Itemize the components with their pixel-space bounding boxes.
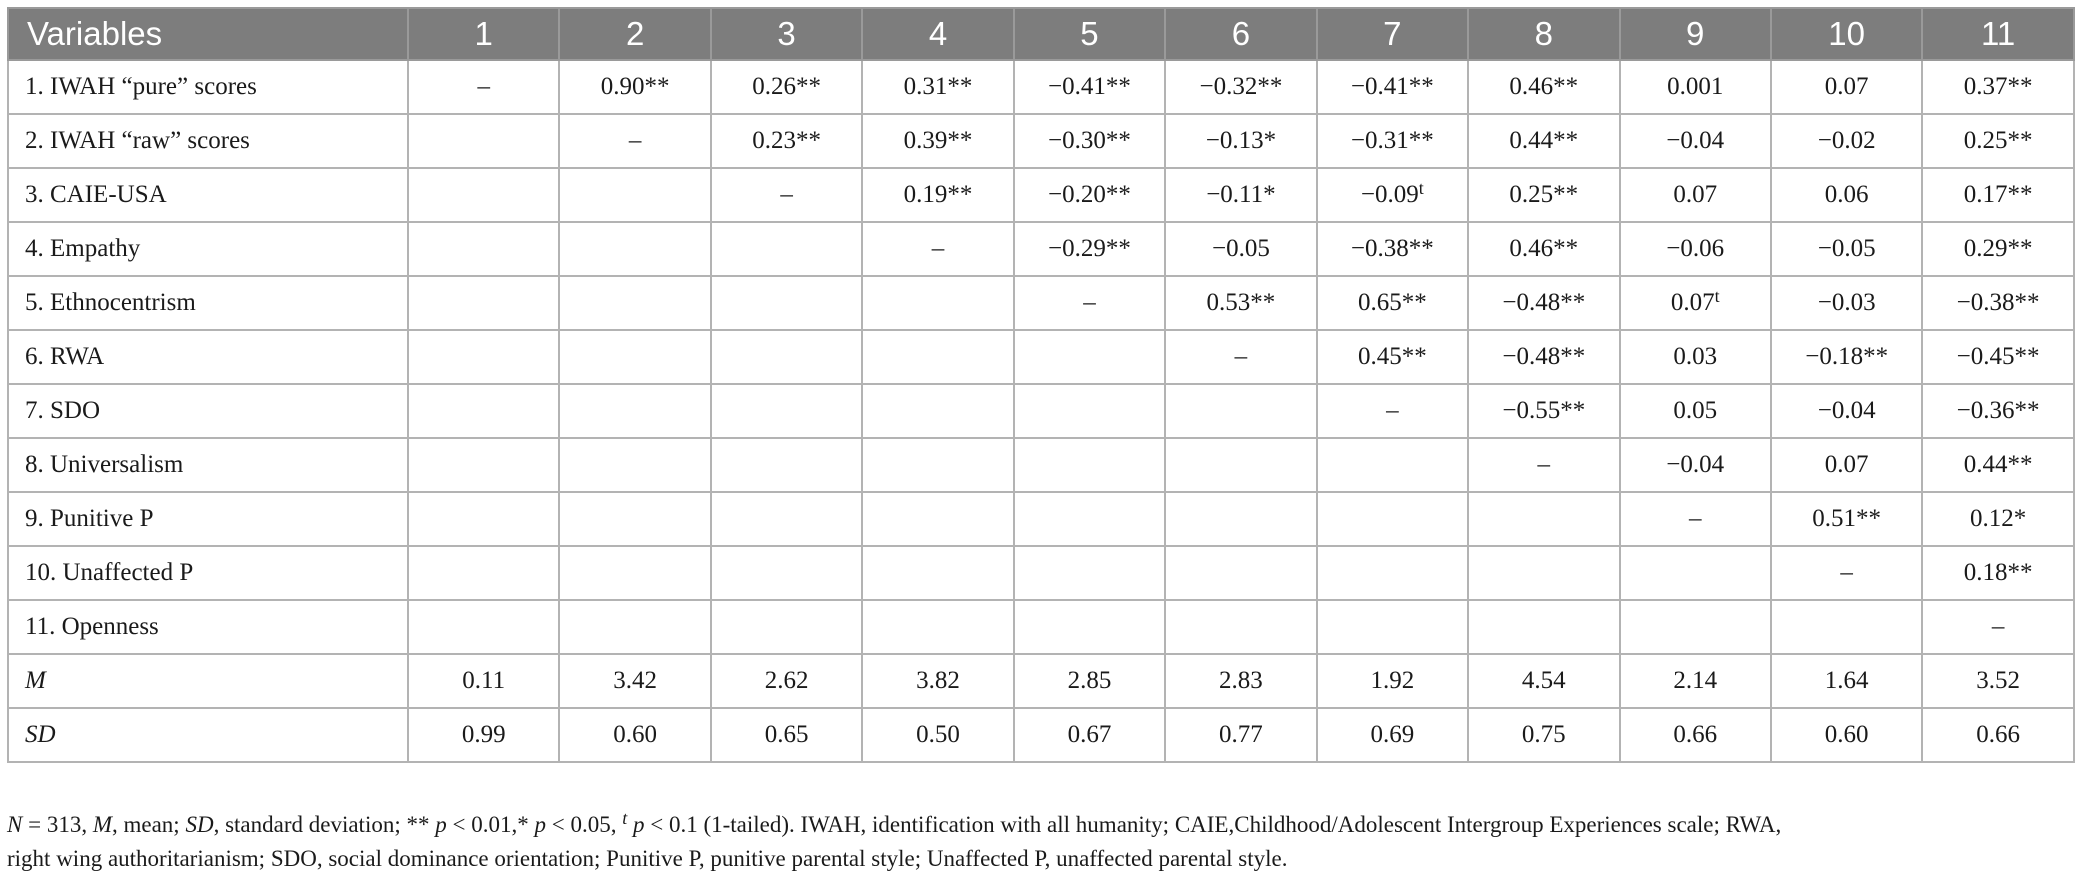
column-header-3: 3 bbox=[711, 8, 862, 60]
table-cell: −0.48** bbox=[1468, 276, 1619, 330]
table-row bbox=[8, 546, 2074, 600]
table-cell bbox=[1014, 492, 1165, 546]
row-label: 10. Unaffected P bbox=[8, 546, 408, 600]
table-cell: 2.83 bbox=[1165, 654, 1316, 708]
row-label: 3. CAIE-USA bbox=[8, 168, 408, 222]
table-cell bbox=[559, 384, 710, 438]
table-cell: 0.31** bbox=[862, 60, 1013, 114]
table-row bbox=[8, 114, 2074, 168]
table-row bbox=[8, 384, 2074, 438]
table-cell bbox=[1468, 492, 1619, 546]
table-cell: – bbox=[1771, 546, 1922, 600]
table-cell: −0.36** bbox=[1922, 384, 2073, 438]
table-cell: −0.04 bbox=[1771, 384, 1922, 438]
table-cell bbox=[408, 168, 559, 222]
table-cell: −0.11* bbox=[1165, 168, 1316, 222]
row-label: 9. Punitive P bbox=[8, 492, 408, 546]
table-cell bbox=[1317, 600, 1468, 654]
table-cell: 0.44** bbox=[1922, 438, 2073, 492]
table-row bbox=[8, 222, 2074, 276]
table-cell: 2.85 bbox=[1014, 654, 1165, 708]
table-cell bbox=[559, 492, 710, 546]
table-cell bbox=[711, 330, 862, 384]
table-cell: 0.46** bbox=[1468, 60, 1619, 114]
row-label: 6. RWA bbox=[8, 330, 408, 384]
column-header-10: 10 bbox=[1771, 8, 1922, 60]
table-cell: 0.67 bbox=[1014, 708, 1165, 762]
column-header-11: 11 bbox=[1922, 8, 2073, 60]
table-cell bbox=[559, 600, 710, 654]
table-cell bbox=[1317, 438, 1468, 492]
table-cell: 0.07 bbox=[1771, 60, 1922, 114]
row-label: M bbox=[8, 654, 408, 708]
table-header-row bbox=[8, 8, 2074, 60]
table-row bbox=[8, 330, 2074, 384]
table-cell: −0.31** bbox=[1317, 114, 1468, 168]
table-cell bbox=[408, 330, 559, 384]
table-cell: 0.29** bbox=[1922, 222, 2073, 276]
table-cell: – bbox=[1165, 330, 1316, 384]
table-cell: −0.41** bbox=[1317, 60, 1468, 114]
table-cell bbox=[1165, 384, 1316, 438]
table-cell: – bbox=[711, 168, 862, 222]
table-cell: 0.65** bbox=[1317, 276, 1468, 330]
table-cell: – bbox=[862, 222, 1013, 276]
table-cell: – bbox=[1014, 276, 1165, 330]
table-cell: −0.20** bbox=[1014, 168, 1165, 222]
table-cell: −0.13* bbox=[1165, 114, 1316, 168]
table-cell: −0.38** bbox=[1922, 276, 2073, 330]
table-cell: 0.99 bbox=[408, 708, 559, 762]
column-header-5: 5 bbox=[1014, 8, 1165, 60]
table-cell: 0.45** bbox=[1317, 330, 1468, 384]
column-header-7: 7 bbox=[1317, 8, 1468, 60]
table-cell: 0.46** bbox=[1468, 222, 1619, 276]
table-cell bbox=[711, 276, 862, 330]
column-header-8: 8 bbox=[1468, 8, 1619, 60]
table-cell: −0.05 bbox=[1165, 222, 1316, 276]
table-cell bbox=[862, 600, 1013, 654]
table-cell: 0.75 bbox=[1468, 708, 1619, 762]
trend-marker: t bbox=[1714, 286, 1720, 306]
column-header-variables: Variables bbox=[8, 8, 408, 60]
table-cell bbox=[711, 546, 862, 600]
table-cell: – bbox=[1922, 600, 2073, 654]
table-cell: 0.07$^t$ bbox=[1620, 276, 1771, 330]
table-cell bbox=[862, 438, 1013, 492]
table-cell bbox=[1165, 438, 1316, 492]
table-cell: −0.04 bbox=[1620, 114, 1771, 168]
table-cell: 0.26** bbox=[711, 60, 862, 114]
correlation-table bbox=[7, 7, 2075, 763]
table-cell: −0.05 bbox=[1771, 222, 1922, 276]
table-cell: 0.19** bbox=[862, 168, 1013, 222]
table-cell bbox=[862, 384, 1013, 438]
table-row bbox=[8, 492, 2074, 546]
table-cell bbox=[711, 492, 862, 546]
row-label: 2. IWAH “raw” scores bbox=[8, 114, 408, 168]
column-header-9: 9 bbox=[1620, 8, 1771, 60]
table-cell bbox=[408, 384, 559, 438]
table-cell bbox=[1771, 600, 1922, 654]
column-header-1: 1 bbox=[408, 8, 559, 60]
table-cell bbox=[559, 330, 710, 384]
table-cell: −0.06 bbox=[1620, 222, 1771, 276]
table-row bbox=[8, 60, 2074, 114]
table-cell bbox=[1014, 600, 1165, 654]
table-cell: 0.44** bbox=[1468, 114, 1619, 168]
table-cell: 0.25** bbox=[1468, 168, 1619, 222]
table-cell: 0.06 bbox=[1771, 168, 1922, 222]
table-cell bbox=[862, 546, 1013, 600]
table-row bbox=[8, 438, 2074, 492]
table-cell: −0.48** bbox=[1468, 330, 1619, 384]
table-cell bbox=[1165, 492, 1316, 546]
table-cell: 0.60 bbox=[1771, 708, 1922, 762]
row-label: SD bbox=[8, 708, 408, 762]
column-header-6: 6 bbox=[1165, 8, 1316, 60]
table-cell: −0.02 bbox=[1771, 114, 1922, 168]
table-cell: −0.45** bbox=[1922, 330, 2073, 384]
table-cell: 0.60 bbox=[559, 708, 710, 762]
table-row-stat bbox=[8, 654, 2074, 708]
table-cell: – bbox=[408, 60, 559, 114]
row-label: 5. Ethnocentrism bbox=[8, 276, 408, 330]
table-cell bbox=[1620, 600, 1771, 654]
footnote-line-1: N = 313, M, mean; SD, standard deviation; ** p < 0.01,* p < 0.05, $^t$ p < 0.1 (1-tailed). IWAH, identification with all humanity; CAIE,Childhood/Adolescent Intergroup Experiences scale; RWA, bbox=[7, 808, 1782, 837]
table-cell: 0.23** bbox=[711, 114, 862, 168]
table-row bbox=[8, 168, 2074, 222]
table-cell: 0.11 bbox=[408, 654, 559, 708]
table-cell: 0.50 bbox=[862, 708, 1013, 762]
table-cell bbox=[711, 222, 862, 276]
table-cell: – bbox=[559, 114, 710, 168]
table-cell bbox=[1014, 330, 1165, 384]
table-cell bbox=[408, 600, 559, 654]
table-cell: 1.92 bbox=[1317, 654, 1468, 708]
table-footnote bbox=[7, 808, 2071, 876]
table-cell bbox=[862, 330, 1013, 384]
table-cell: 0.66 bbox=[1922, 708, 2073, 762]
table-cell: 0.12* bbox=[1922, 492, 2073, 546]
table-cell: 0.90** bbox=[559, 60, 710, 114]
table-cell bbox=[1468, 600, 1619, 654]
table-cell: 3.42 bbox=[559, 654, 710, 708]
table-cell bbox=[862, 276, 1013, 330]
table-cell: 1.64 bbox=[1771, 654, 1922, 708]
table-cell: 3.82 bbox=[862, 654, 1013, 708]
trend-marker: t bbox=[1418, 178, 1424, 198]
table-cell bbox=[862, 492, 1013, 546]
table-cell bbox=[1165, 600, 1316, 654]
table-cell: 0.53** bbox=[1165, 276, 1316, 330]
table-cell: 0.65 bbox=[711, 708, 862, 762]
table-cell: −0.29** bbox=[1014, 222, 1165, 276]
table-row-stat bbox=[8, 708, 2074, 762]
table-cell: −0.03 bbox=[1771, 276, 1922, 330]
table-cell: 0.001 bbox=[1620, 60, 1771, 114]
table-cell bbox=[1620, 546, 1771, 600]
table-cell bbox=[408, 492, 559, 546]
table-cell: – bbox=[1620, 492, 1771, 546]
table-cell: 4.54 bbox=[1468, 654, 1619, 708]
table-cell: 0.17** bbox=[1922, 168, 2073, 222]
row-label: 11. Openness bbox=[8, 600, 408, 654]
table-cell: 0.77 bbox=[1165, 708, 1316, 762]
table-cell: −0.18** bbox=[1771, 330, 1922, 384]
table-cell: 3.52 bbox=[1922, 654, 2073, 708]
table-cell: – bbox=[1468, 438, 1619, 492]
table-row bbox=[8, 276, 2074, 330]
table-cell bbox=[711, 384, 862, 438]
table-cell bbox=[1317, 492, 1468, 546]
table-cell: 0.69 bbox=[1317, 708, 1468, 762]
row-label: 1. IWAH “pure” scores bbox=[8, 60, 408, 114]
table-cell bbox=[559, 276, 710, 330]
table-cell: 0.51** bbox=[1771, 492, 1922, 546]
table-cell: 0.03 bbox=[1620, 330, 1771, 384]
table-cell: 0.66 bbox=[1620, 708, 1771, 762]
table-cell: $-0.09^t$ bbox=[1317, 168, 1468, 222]
correlation-table-wrapper bbox=[7, 7, 2073, 763]
table-cell bbox=[408, 438, 559, 492]
table-body bbox=[8, 60, 2074, 762]
table-cell: −0.04 bbox=[1620, 438, 1771, 492]
table-row bbox=[8, 600, 2074, 654]
table-cell: 0.07 bbox=[1620, 168, 1771, 222]
table-cell bbox=[1014, 438, 1165, 492]
table-cell bbox=[1165, 546, 1316, 600]
table-cell bbox=[408, 546, 559, 600]
table-cell bbox=[559, 168, 710, 222]
table-cell: −0.55** bbox=[1468, 384, 1619, 438]
table-cell bbox=[1014, 546, 1165, 600]
table-cell bbox=[711, 438, 862, 492]
table-cell bbox=[711, 600, 862, 654]
table-cell bbox=[559, 546, 710, 600]
table-cell: 2.62 bbox=[711, 654, 862, 708]
column-header-4: 4 bbox=[862, 8, 1013, 60]
footnote-line-2: right wing authoritarianism; SDO, social dominance orientation; Punitive P, punitive parental style; Unaffected P, unaffected parental style. bbox=[7, 846, 1288, 871]
table-cell: −0.41** bbox=[1014, 60, 1165, 114]
table-cell bbox=[1317, 546, 1468, 600]
table-cell bbox=[559, 222, 710, 276]
column-header-2: 2 bbox=[559, 8, 710, 60]
table-cell: −0.32** bbox=[1165, 60, 1316, 114]
table-cell: 0.39** bbox=[862, 114, 1013, 168]
table-cell bbox=[1468, 546, 1619, 600]
row-label: 7. SDO bbox=[8, 384, 408, 438]
table-cell: −0.30** bbox=[1014, 114, 1165, 168]
table-cell: 0.07 bbox=[1771, 438, 1922, 492]
table-cell bbox=[408, 114, 559, 168]
table-cell: 2.14 bbox=[1620, 654, 1771, 708]
table-cell bbox=[559, 438, 710, 492]
table-cell: – bbox=[1317, 384, 1468, 438]
table-cell bbox=[1014, 384, 1165, 438]
row-label: 4. Empathy bbox=[8, 222, 408, 276]
table-cell bbox=[408, 222, 559, 276]
table-cell: 0.05 bbox=[1620, 384, 1771, 438]
table-cell bbox=[408, 276, 559, 330]
table-cell: 0.37** bbox=[1922, 60, 2073, 114]
row-label: 8. Universalism bbox=[8, 438, 408, 492]
table-cell: 0.25** bbox=[1922, 114, 2073, 168]
table-cell: −0.38** bbox=[1317, 222, 1468, 276]
table-cell: 0.18** bbox=[1922, 546, 2073, 600]
